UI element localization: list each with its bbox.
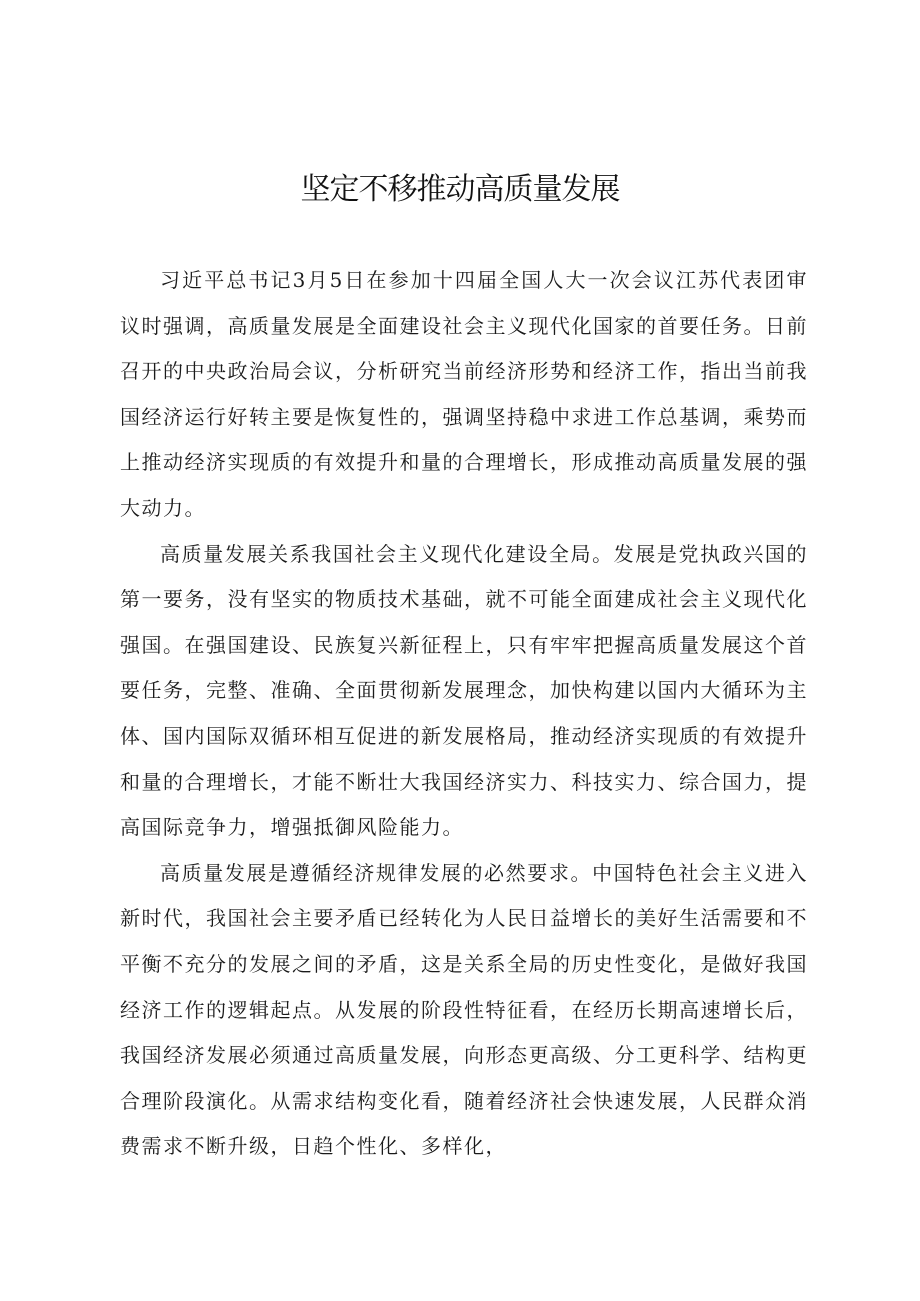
paragraph: 高质量发展关系我国社会主义现代化建设全局。发展是党执政兴国的第一要务，没有坚实的物质技术基础，就不可能全面建成社会主义现代化强国。在强国建设、民族复兴新征程上，只有牢牢把握高质量发展这个首要任务，完整、准确、全面贯彻新发展理念，加快构建以国内大循环为主体、国内国际双循环相互促进的新发展格局，推动经济实现质的有效提升和量的合理增长，才能不断壮大我国经济实力、科技实力、综合国力，提高国际竞争力，增强抵御风险能力。 bbox=[120, 541, 808, 840]
paragraph: 高质量发展是遵循经济规律发展的必然要求。中国特色社会主义进入新时代，我国社会主要矛盾已经转化为人民日益增长的美好生活需要和不平衡不充分的发展之间的矛盾，这是关系全局的历史性变化，是做好我国经济工作的逻辑起点。从发展的阶段性特征看，在经历长期高速增长后，我国经济发展必须通过高质量发展，向形态更高级、分工更科学、结构更合理阶段演化。从需求结构变化看，随着经济社会快速发展，人民群众消费需求不断升级，日趋个性化、多样化， bbox=[120, 860, 808, 1159]
document-title: 坚定不移推动高质量发展 bbox=[300, 172, 620, 207]
document-body bbox=[120, 258, 808, 1170]
paragraph: 习近平总书记3月5日在参加十四届全国人大一次会议江苏代表团审议时强调，高质量发展是全面建设社会主义现代化国家的首要任务。日前召开的中央政治局会议，分析研究当前经济形势和经济工作，指出当前我国经济运行好转主要是恢复性的，强调坚持稳中求进工作总基调，乘势而上推动经济实现质的有效提升和量的合理增长，形成推动高质量发展的强大动力。 bbox=[120, 268, 808, 520]
